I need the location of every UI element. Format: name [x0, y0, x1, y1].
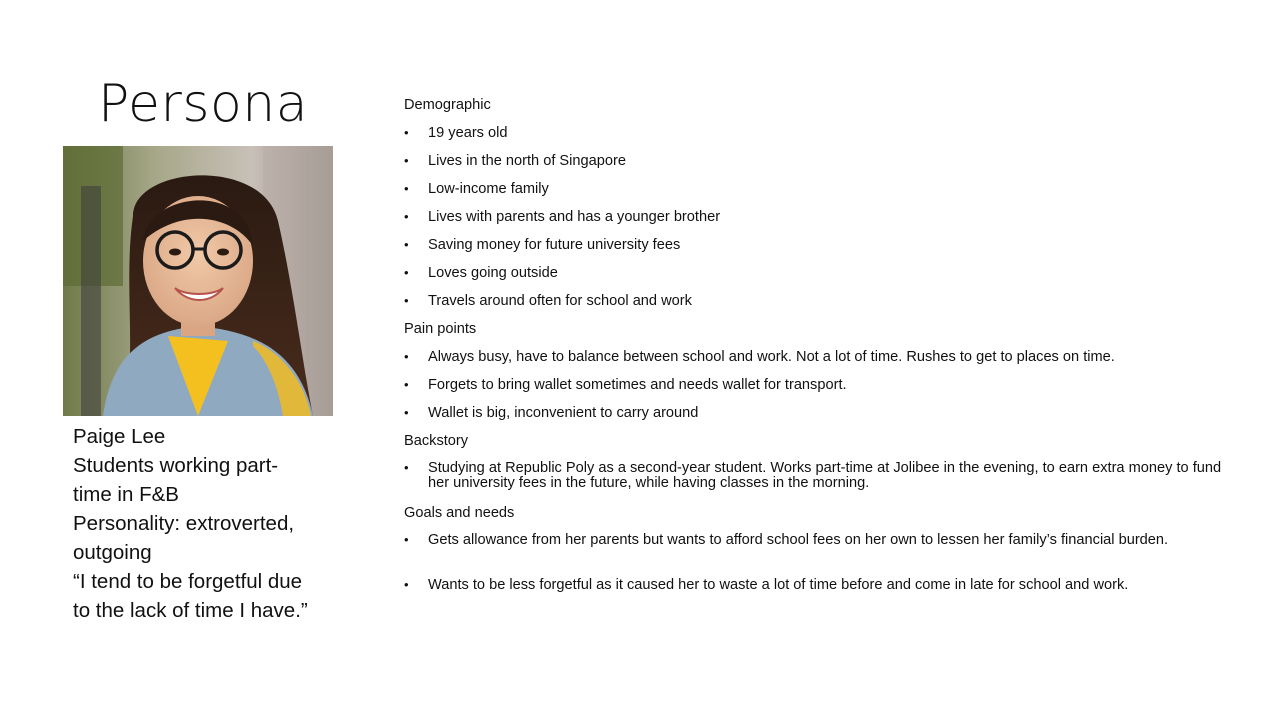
list-item: • Wants to be less forgetful as it caused her to waste a lot of time before and come in late for school and work.	[404, 575, 1224, 603]
list-item: • Wallet is big, inconvenient to carry around	[404, 403, 1224, 431]
list-item: • Low-income family	[404, 179, 1224, 207]
list-item: • Travels around often for school and work	[404, 291, 1224, 319]
slide-title: Persona	[98, 74, 309, 134]
persona-personality-line-2: outgoing	[73, 541, 152, 564]
persona-profile	[73, 422, 343, 625]
list-item: • Always busy, have to balance between school and work. Not a lot of time. Rushes to get to places on time.	[404, 347, 1224, 375]
list-item: • 19 years old	[404, 123, 1224, 151]
persona-quote-line-2: to the lack of time I have.”	[73, 599, 308, 622]
list-item: • Studying at Republic Poly as a second-year student. Works part-time at Jolibee in the evening, to earn extra money to fund her university fees in the future, while having classes in the morning.	[404, 459, 1224, 503]
persona-personality-line-1: Personality: extroverted,	[73, 512, 295, 535]
persona-role-line-1: Students working part-	[73, 454, 279, 477]
list-item: • Lives with parents and has a younger brother	[404, 207, 1224, 235]
list-item: • Lives in the north of Singapore	[404, 151, 1224, 179]
section-label-goals: Goals and needs	[404, 505, 515, 521]
list-item: • Loves going outside	[404, 263, 1224, 291]
list-item: • Gets allowance from her parents but wants to afford school fees on her own to lessen her family’s financial burden.	[404, 531, 1224, 575]
list-item: • Forgets to bring wallet sometimes and needs wallet for transport.	[404, 375, 1224, 403]
persona-quote-line-1: “I tend to be forgetful due	[73, 570, 303, 593]
persona-role-line-2: time in F&B	[73, 483, 179, 506]
persona-photo	[63, 146, 333, 416]
section-label-backstory: Backstory	[404, 433, 469, 449]
persona-name: Paige Lee	[73, 425, 166, 448]
persona-details	[404, 95, 1224, 603]
section-label-demographic: Demographic	[404, 97, 491, 113]
list-item: • Saving money for future university fees	[404, 235, 1224, 263]
section-label-pain-points: Pain points	[404, 321, 477, 337]
